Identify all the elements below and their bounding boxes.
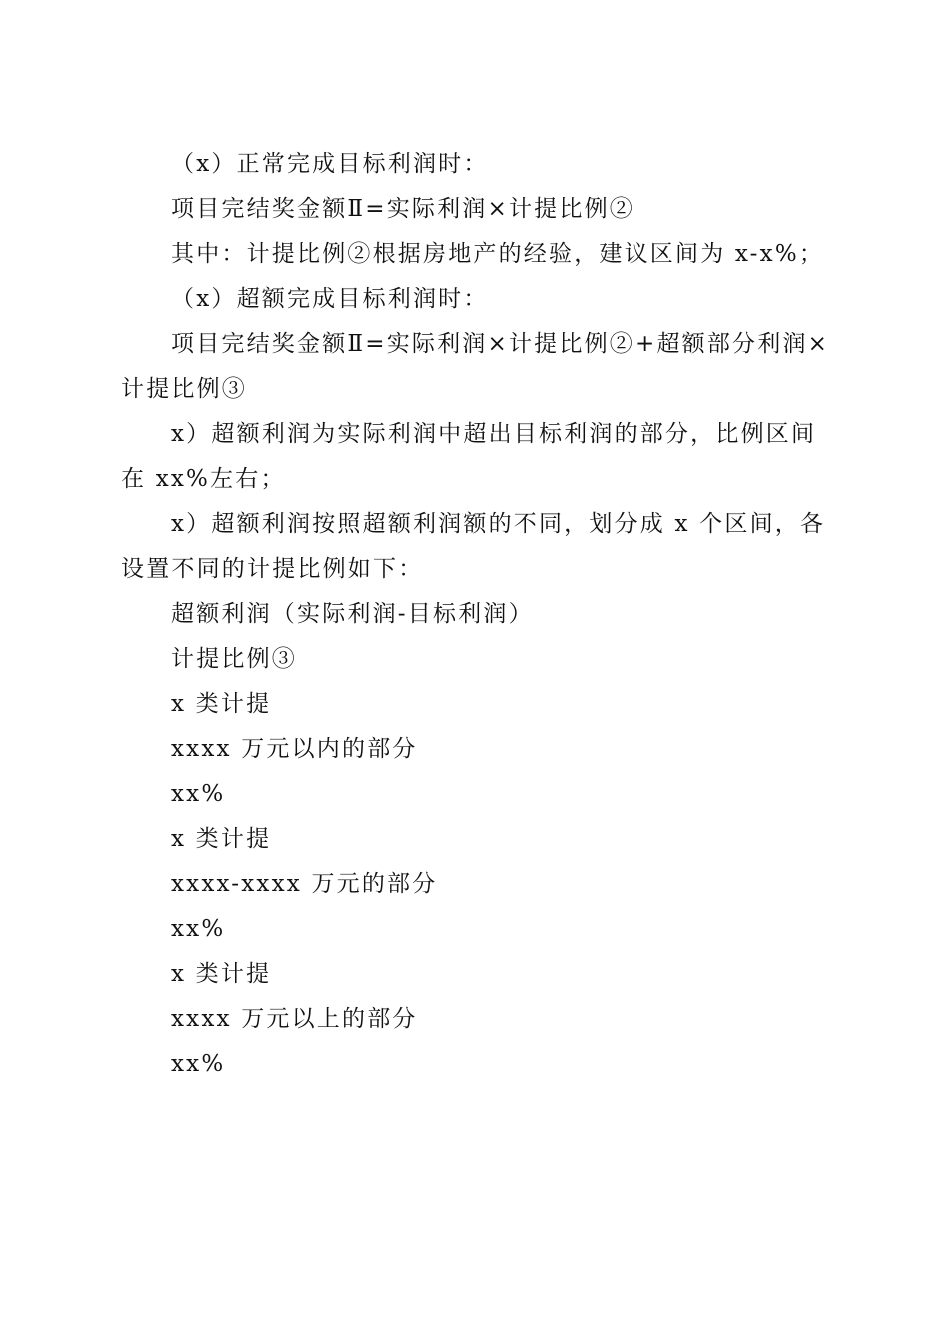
paragraph-normal-target: （x）正常完成目标利润时： xyxy=(171,151,489,177)
table-row-3-range: xxxx 万元以上的部分 xyxy=(171,1006,418,1032)
paragraph-ratio-note: 其中：计提比例②根据房地产的经验，建议区间为 x-x%； xyxy=(171,241,825,267)
paragraph-formula-excess: 项目完结奖金额Ⅱ=实际利润×计提比例②+超额部分利润×计提比例③ xyxy=(121,331,830,402)
table-row-2-ratio: xx% xyxy=(171,916,226,942)
paragraph-excess-target: （x）超额完成目标利润时： xyxy=(171,286,489,312)
table-row-1-range: xxxx 万元以内的部分 xyxy=(171,736,418,762)
table-header-ratio: 计提比例③ xyxy=(171,646,297,672)
document-body xyxy=(121,142,831,1087)
table-header-excess-profit: 超额利润（实际利润-目标利润） xyxy=(171,601,534,627)
paragraph-formula-normal: 项目完结奖金额Ⅱ=实际利润×计提比例② xyxy=(171,196,635,222)
table-row-3-category: x 类计提 xyxy=(171,961,272,987)
table-row-3-ratio: xx% xyxy=(171,1051,226,1077)
paragraph-excess-intervals: x）超额利润按照超额利润额的不同，划分成 x 个区间，各设置不同的计提比例如下： xyxy=(121,511,826,582)
table-row-2-range: xxxx-xxxx 万元的部分 xyxy=(171,871,438,897)
table-row-1-category: x 类计提 xyxy=(171,691,272,717)
paragraph-excess-definition: x）超额利润为实际利润中超出目标利润的部分，比例区间在 xx%左右； xyxy=(121,421,817,492)
table-row-1-ratio: xx% xyxy=(171,781,226,807)
table-row-2-category: x 类计提 xyxy=(171,826,272,852)
